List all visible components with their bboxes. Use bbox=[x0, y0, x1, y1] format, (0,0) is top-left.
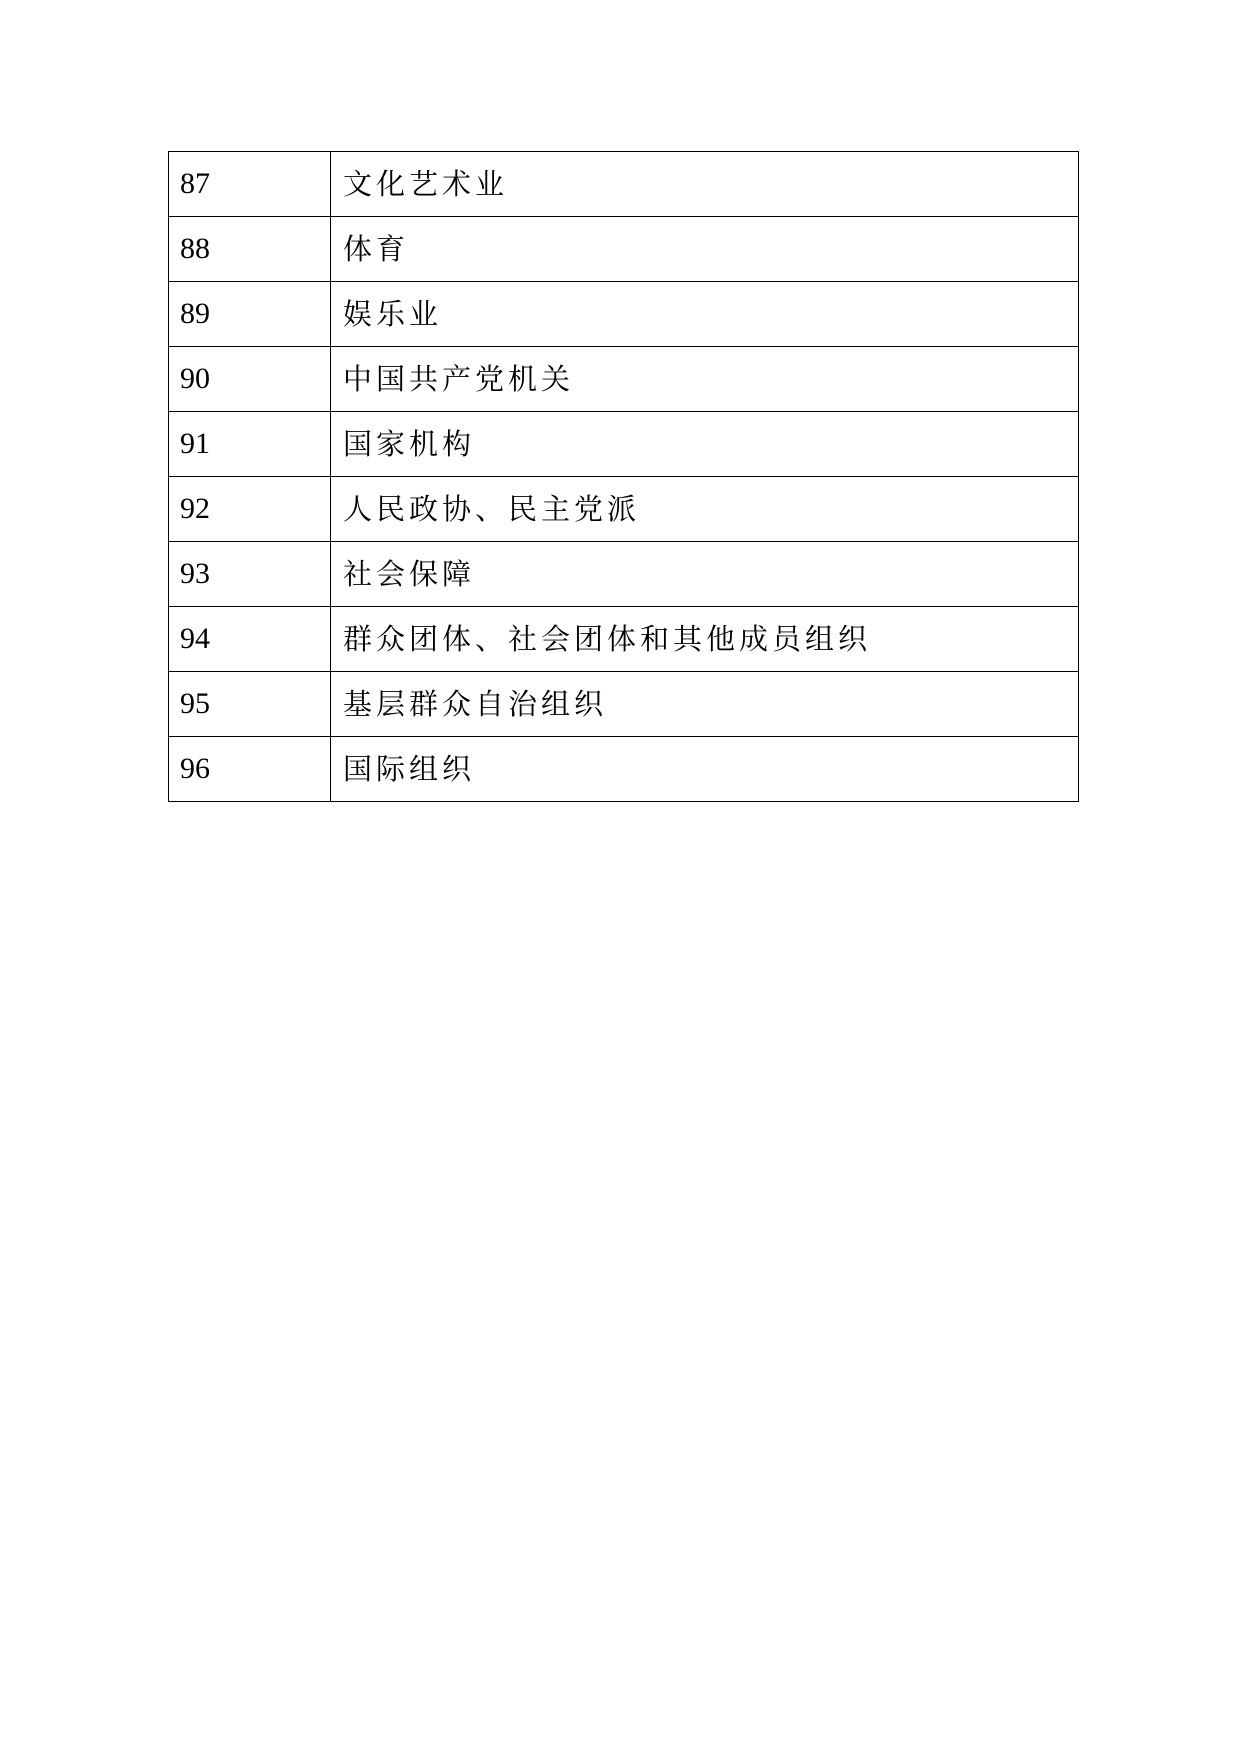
industry-code: 91 bbox=[169, 412, 331, 477]
industry-name: 中国共产党机关 bbox=[331, 347, 1079, 412]
industry-name: 娱乐业 bbox=[331, 282, 1079, 347]
industry-code: 95 bbox=[169, 672, 331, 737]
table-row bbox=[169, 607, 1079, 672]
industry-name: 文化艺术业 bbox=[331, 152, 1079, 217]
industry-name: 基层群众自治组织 bbox=[331, 672, 1079, 737]
table-row bbox=[169, 412, 1079, 477]
industry-code: 90 bbox=[169, 347, 331, 412]
table-row bbox=[169, 152, 1079, 217]
industry-code: 94 bbox=[169, 607, 331, 672]
industry-name: 体育 bbox=[331, 217, 1079, 282]
industry-name: 人民政协、民主党派 bbox=[331, 477, 1079, 542]
industry-code: 89 bbox=[169, 282, 331, 347]
industry-code: 87 bbox=[169, 152, 331, 217]
table-body bbox=[169, 152, 1079, 802]
industry-code: 93 bbox=[169, 542, 331, 607]
industry-name: 国家机构 bbox=[331, 412, 1079, 477]
table-row bbox=[169, 737, 1079, 802]
table-row bbox=[169, 542, 1079, 607]
table-row bbox=[169, 477, 1079, 542]
industry-name: 社会保障 bbox=[331, 542, 1079, 607]
industry-code: 96 bbox=[169, 737, 331, 802]
table-row bbox=[169, 217, 1079, 282]
table-row bbox=[169, 672, 1079, 737]
industry-code: 92 bbox=[169, 477, 331, 542]
industry-code-table bbox=[168, 151, 1079, 802]
industry-code: 88 bbox=[169, 217, 331, 282]
industry-name: 国际组织 bbox=[331, 737, 1079, 802]
table-row bbox=[169, 347, 1079, 412]
table-row bbox=[169, 282, 1079, 347]
industry-name: 群众团体、社会团体和其他成员组织 bbox=[331, 607, 1079, 672]
